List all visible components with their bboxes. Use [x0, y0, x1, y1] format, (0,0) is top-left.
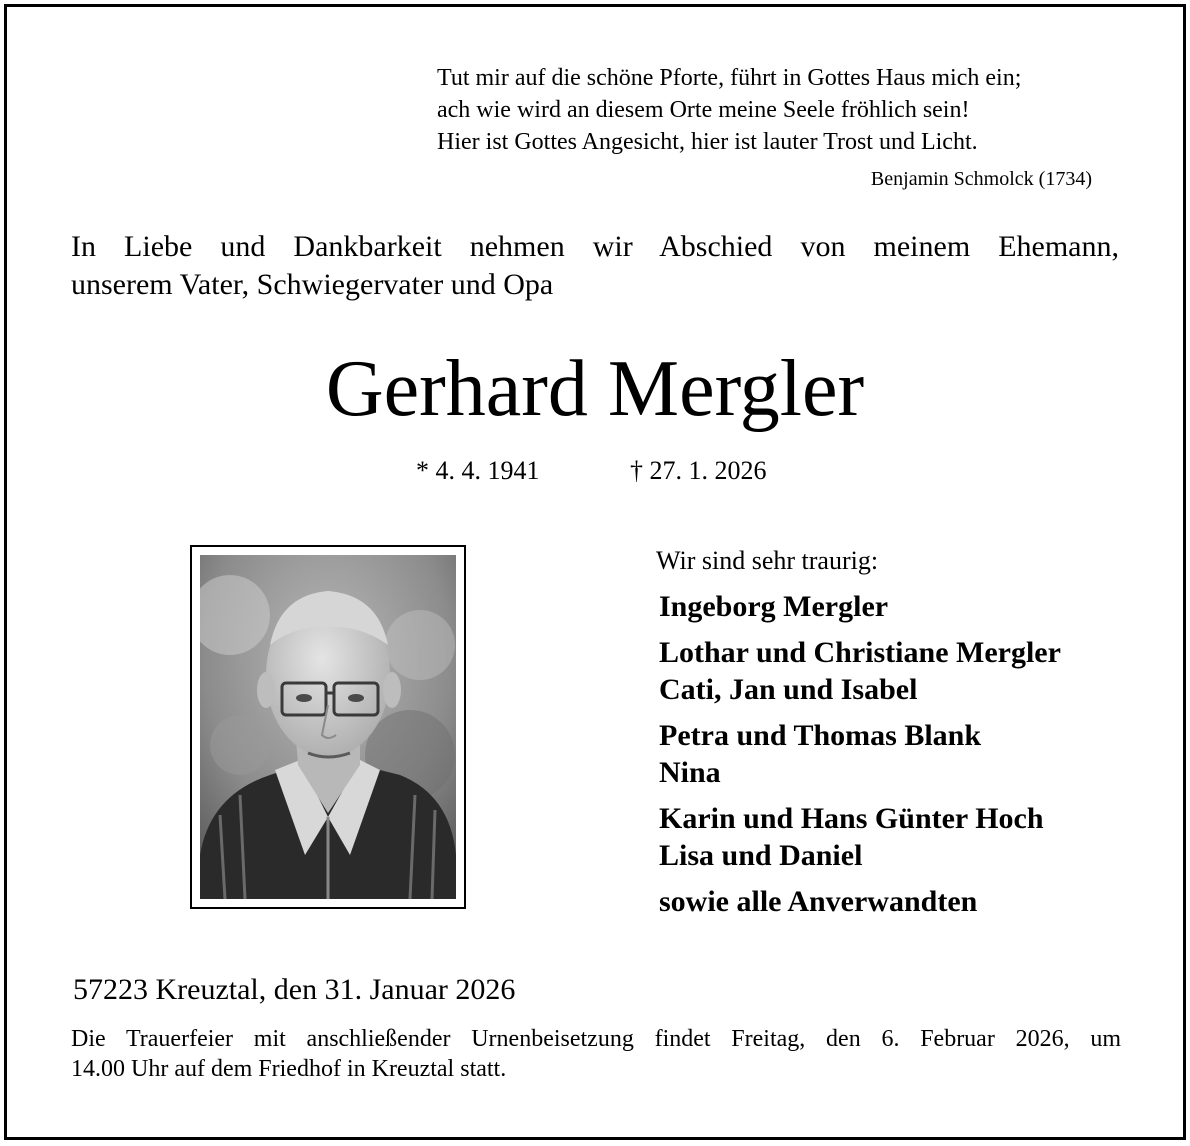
mourner-name: Lothar und Christiane Mergler	[659, 636, 1061, 669]
bible-verse	[437, 62, 1021, 158]
mourner-name: Lisa und Daniel	[659, 839, 863, 872]
mourner-name: sowie alle Anverwandten	[659, 885, 978, 918]
portrait-photo	[200, 555, 456, 899]
intro-line: In Liebe und Dankbarkeit nehmen wir Abschied von meinem Ehemann,	[71, 230, 1119, 263]
death-date: † 27. 1. 2026	[630, 456, 767, 485]
verse-line: ach wie wird an diesem Orte meine Seele fröhlich sein!	[437, 97, 970, 123]
mourner-group	[659, 634, 1061, 708]
mourner-name: Ingeborg Mergler	[659, 590, 889, 623]
farewell-intro	[71, 228, 1119, 304]
mourner-name: Cati, Jan und Isabel	[659, 673, 918, 706]
mourner-name: Nina	[659, 756, 721, 789]
mourner-group	[659, 800, 1061, 874]
mourners-intro: Wir sind sehr traurig:	[656, 546, 879, 575]
funeral-line: 14.00 Uhr auf dem Friedhof in Kreuztal statt.	[71, 1056, 507, 1082]
mourner-name: Karin und Hans Günter Hoch	[659, 802, 1044, 835]
mourner-group	[659, 588, 1061, 625]
portrait-frame	[190, 545, 466, 909]
funeral-line: Die Trauerfeier mit anschließender Urnenbeisetzung findet Freitag, den 6. Februar 2026, um	[71, 1026, 1121, 1052]
mourner-group	[659, 883, 1061, 920]
verse-author: Benjamin Schmolck (1734)	[870, 168, 1092, 190]
deceased-name: Gerhard Mergler	[325, 345, 865, 433]
verse-line: Hier ist Gottes Angesicht, hier ist lauter Trost und Licht.	[437, 129, 978, 155]
place-date: 57223 Kreuztal, den 31. Januar 2026	[73, 973, 516, 1006]
mourner-name: Petra und Thomas Blank	[659, 719, 982, 752]
mourners-list	[659, 588, 1061, 929]
intro-line: unserem Vater, Schwiegervater und Opa	[71, 268, 554, 301]
verse-line: Tut mir auf die schöne Pforte, führt in Gottes Haus mich ein;	[437, 65, 1022, 91]
birth-date: * 4. 4. 1941	[416, 456, 540, 485]
funeral-info	[71, 1024, 1121, 1084]
mourner-group	[659, 717, 1061, 791]
